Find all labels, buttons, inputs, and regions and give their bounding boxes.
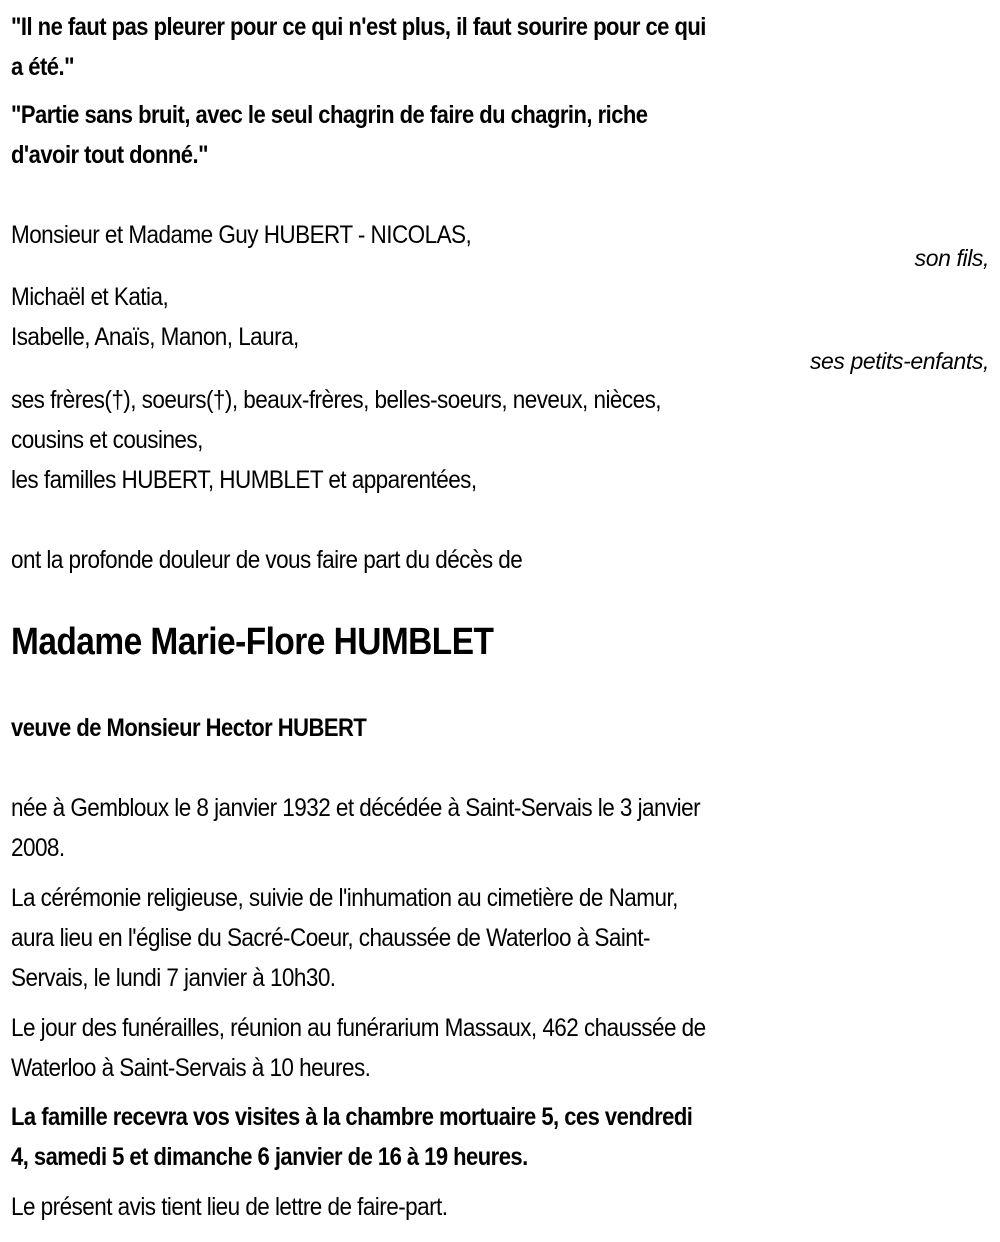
quote-2-line-2: d'avoir tout donné." — [11, 141, 208, 169]
other-relatives-line-3: les familles HUBERT, HUMBLET et apparentées, — [11, 466, 477, 494]
ceremony-line-3: Servais, le lundi 7 janvier à 10h30. — [11, 964, 336, 992]
quote-1-line-1: "Il ne faut pas pleurer pour ce qui n'est plus, il faut sourire pour ce qui — [11, 13, 706, 41]
gathering-line-2: Waterloo à Saint-Servais à 10 heures. — [11, 1054, 371, 1082]
quote-2-line-1: "Partie sans bruit, avec le seul chagrin de faire du chagrin, riche — [11, 101, 648, 129]
ceremony-line-1: La cérémonie religieuse, suivie de l'inhumation au cimetière de Namur, — [11, 884, 678, 912]
widow-of: veuve de Monsieur Hector HUBERT — [11, 714, 367, 742]
other-relatives-line-2: cousins et cousines, — [11, 426, 203, 454]
birth-death-line-1: née à Gembloux le 8 janvier 1932 et décédée à Saint-Servais le 3 janvier — [11, 794, 701, 822]
grandchildren-line-2: Isabelle, Anaïs, Manon, Laura, — [11, 323, 299, 351]
visits-line-1: La famille recevra vos visites à la chambre mortuaire 5, ces vendredi — [11, 1103, 693, 1131]
other-relatives-line-1: ses frères(†), soeurs(†), beaux-frères, belles-soeurs, neveux, nièces, — [11, 386, 661, 414]
birth-death-line-2: 2008. — [11, 834, 65, 862]
visits-line-2: 4, samedi 5 et dimanche 6 janvier de 16 à 19 heures. — [11, 1143, 528, 1171]
deceased-name: Madame Marie-Flore HUMBLET — [11, 621, 494, 663]
son-relation: son fils, — [914, 245, 989, 271]
ceremony-line-2: aura lieu en l'église du Sacré-Coeur, chaussée de Waterloo à Saint- — [11, 924, 650, 952]
grandchildren-relation: ses petits-enfants, — [809, 348, 989, 374]
closing-note: Le présent avis tient lieu de lettre de faire-part. — [11, 1193, 448, 1221]
announcement: ont la profonde douleur de vous faire part du décès de — [11, 546, 523, 574]
gathering-line-1: Le jour des funérailles, réunion au funérarium Massaux, 462 chaussée de — [11, 1014, 706, 1042]
grandchildren-line-1: Michaël et Katia, — [11, 283, 169, 311]
quote-1-line-2: a été." — [11, 53, 75, 81]
son-name: Monsieur et Madame Guy HUBERT - NICOLAS, — [11, 221, 472, 249]
